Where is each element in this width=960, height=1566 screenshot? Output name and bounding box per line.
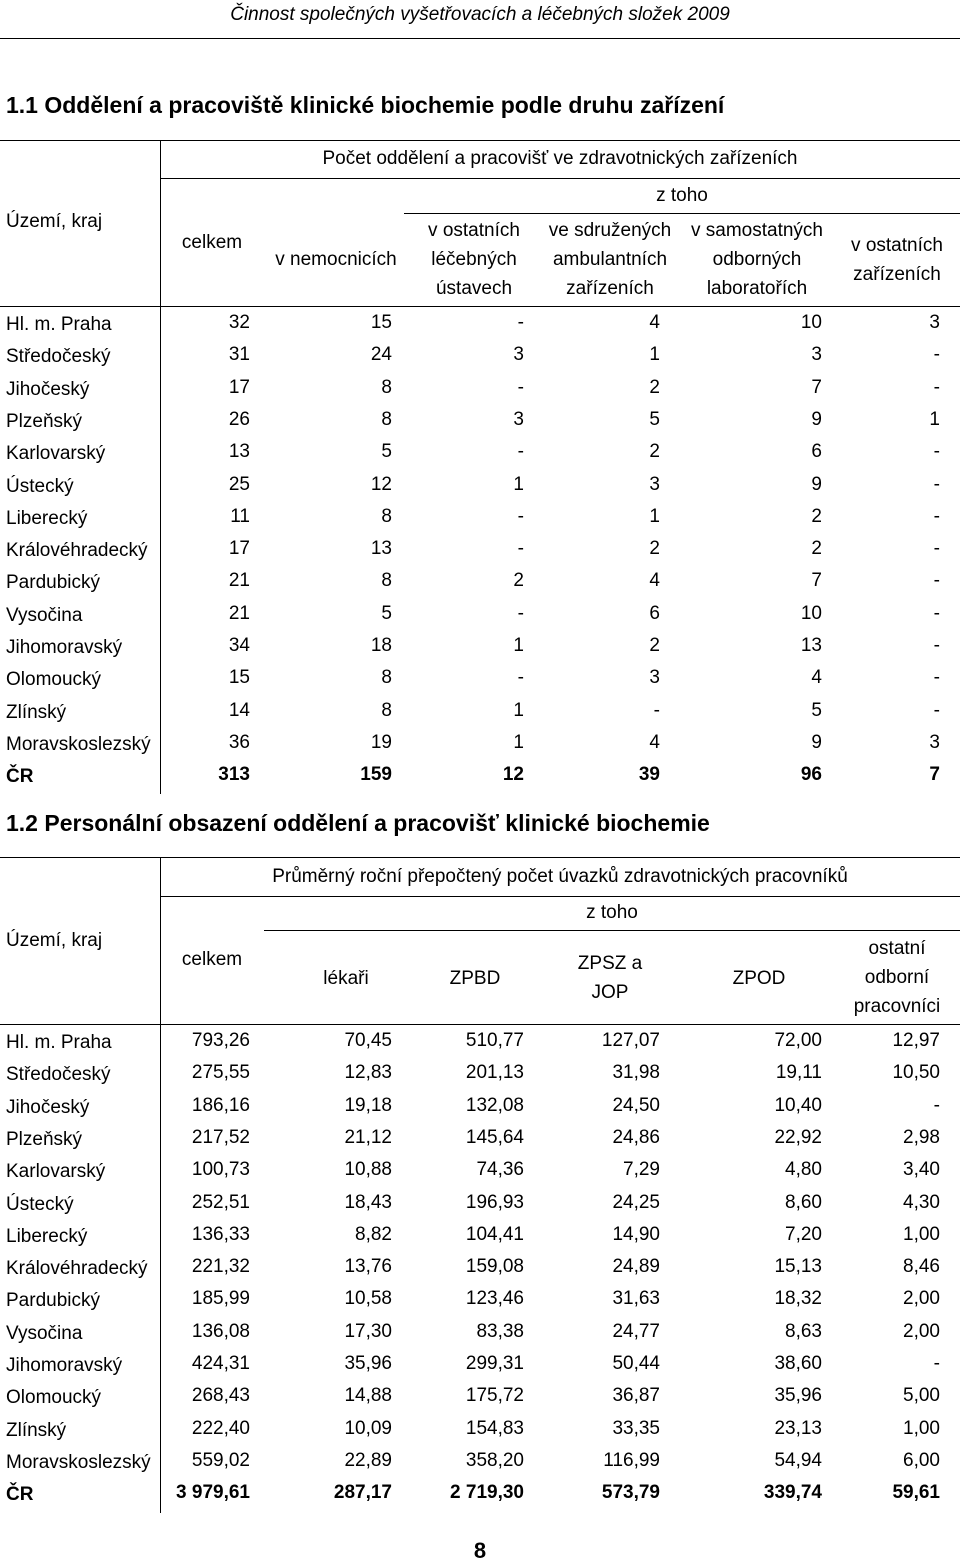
table-cell: 14 [228,699,250,721]
table-cell: 2 [649,538,660,560]
table2-col-zpsz: ZPSZ a JOP [577,953,643,1003]
table-cell: 50,44 [612,1353,660,1374]
region-name: Liberecký [6,1225,88,1247]
table-cell: 8 [381,699,392,721]
table-cell: 116,99 [603,1449,660,1471]
table-cell: - [933,441,940,463]
table-cell: 1 [513,699,524,721]
table-cell: 4,30 [903,1191,940,1213]
region-name: Hl. m. Praha [6,314,112,335]
region-name: Jihomoravský [6,637,123,658]
table-row [0,373,960,405]
table-cell: 2,98 [903,1126,940,1148]
table1-col-hospitals: v nemocnicích [275,249,397,270]
region-name: Královéhradecký [6,540,148,562]
region-name: Pardubický [6,1290,100,1312]
region-name: Liberecký [6,507,88,529]
table1-group-header: Počet oddělení a pracovišť ve zdravotnických zařízeních [322,148,798,169]
table-cell: 8 [381,570,392,592]
table-cell: 4 [811,667,822,689]
region-name: Karlovarský [6,443,106,465]
table1-col-other-institutes: v ostatních léčebných ústavech [428,220,520,299]
table-cell: 3 979,61 [176,1482,250,1504]
table-cell: 18,32 [774,1288,822,1310]
region-name: Pardubický [6,572,100,594]
table-cell: 3,40 [903,1159,940,1181]
table-row [0,696,960,728]
table-cell: 3 [513,408,524,430]
table-row [0,502,960,534]
table-row [0,1058,960,1090]
table-cell: 10,88 [344,1159,392,1181]
table-cell: - [933,602,940,624]
table-cell: - [517,441,524,463]
table-cell: 175,72 [465,1385,524,1407]
region-name: Jihomoravský [6,1355,123,1376]
table-cell: 123,46 [465,1288,524,1310]
table-cell: 8,63 [785,1320,822,1342]
table2-col-physicians: lékaři [323,968,369,989]
table-cell: 8,82 [355,1223,392,1245]
table-row [0,534,960,566]
table-cell: 22,89 [344,1449,392,1471]
table-cell: 1 [513,635,524,656]
table-cell: 24,25 [612,1191,660,1213]
table-cell: 36 [228,731,250,753]
region-name: Karlovarský [6,1161,106,1183]
table-cell: 17 [228,376,250,398]
table-cell: - [933,538,940,560]
table-row [0,663,960,695]
table-row [0,1155,960,1187]
table-cell: - [517,376,524,398]
page-number: 8 [473,1538,487,1563]
table-cell: - [517,667,524,689]
table2-group-rule [160,896,960,897]
region-name: ČR [6,1484,34,1506]
total-row [0,1478,960,1510]
region-name: ČR [6,766,34,788]
table-cell: 159 [360,764,392,786]
table-cell: 1,00 [903,1417,940,1439]
table-cell: 72,00 [774,1030,822,1051]
region-name: Moravskoslezský [6,733,151,755]
table-cell: 12 [502,764,524,786]
table-cell: 8 [381,505,392,527]
running-title: Činnost společných vyšetřovacích a léčebných složek 2009 [230,4,730,25]
table-row [0,1026,960,1058]
table-cell: 252,51 [191,1191,250,1213]
region-name: Plzeňský [6,410,83,432]
table-cell: 15,13 [774,1256,822,1278]
table-cell: 9 [811,473,822,495]
table-cell: 8 [381,376,392,398]
table-cell: 8 [381,408,392,430]
table-cell: 74,36 [476,1159,524,1181]
table1-col-other-facilities: v ostatních zařízeních [851,235,943,285]
table-cell: 6,00 [903,1449,940,1471]
table-cell: 22,92 [774,1126,822,1148]
table-cell: 54,94 [774,1449,822,1471]
region-name: Olomoucký [6,1387,102,1409]
table-cell: 9 [811,408,822,430]
table-cell: - [933,505,940,527]
table2-region-header: Území, kraj [6,930,103,951]
table-cell: 196,93 [465,1191,524,1213]
table-row [0,1188,960,1220]
table-cell: 287,17 [333,1482,392,1504]
table1-top-rule [0,140,960,141]
region-name: Ústecký [6,1193,74,1215]
table-row [0,437,960,469]
table-cell: 23,13 [774,1417,822,1439]
table-cell: 3 [811,344,822,366]
table-cell: 25 [228,473,250,495]
table-cell: 2 719,30 [450,1482,524,1504]
table-cell: 12,97 [892,1030,940,1051]
table-cell: 2 [649,635,660,656]
table-row [0,1414,960,1446]
region-name: Jihočeský [6,378,90,400]
table-cell: 96 [800,764,822,786]
table-cell: 2 [811,505,822,527]
region-name: Vysočina [6,1322,83,1344]
table-cell: 573,79 [601,1482,660,1504]
table-cell: 2 [811,538,822,560]
table-cell: 268,43 [191,1385,250,1407]
header-rule [0,38,960,39]
table-cell: 136,33 [191,1223,250,1245]
table-cell: 38,60 [774,1353,822,1374]
table-cell: 13 [228,441,250,463]
region-name: Jihočeský [6,1096,90,1118]
table-cell: 36,87 [612,1385,660,1407]
table-cell: - [517,602,524,624]
region-name: Královéhradecký [6,1258,148,1280]
table1-subgroup-rule [404,213,960,214]
table-cell: 3 [649,473,660,495]
table-cell: 19,18 [344,1094,392,1116]
table-cell: 24,50 [612,1094,660,1116]
table-cell: 26 [228,408,250,430]
table1-col-ambulatory: ve sdružených ambulantních zařízeních [548,220,672,299]
table-cell: 3 [649,667,660,689]
table-cell: 13,76 [344,1256,392,1278]
table-cell: 3 [929,731,940,753]
table-row [0,1317,960,1349]
table-cell: 2 [649,441,660,463]
table-cell: 299,31 [465,1353,524,1374]
table2-group-header: Průměrný roční přepočtený počet úvazků zdravotnických pracovníků [272,866,848,887]
table-cell: 34 [228,635,250,656]
table-cell: 7 [811,570,822,592]
table-cell: 6 [811,441,822,463]
table-cell: - [517,538,524,560]
region-name: Moravskoslezský [6,1451,151,1473]
region-name: Vysočina [6,604,83,626]
table-cell: 1 [513,473,524,495]
table-cell: 104,41 [465,1223,524,1245]
table-cell: 7 [929,764,940,786]
table-cell: 12 [370,473,392,495]
table-row [0,470,960,502]
table-row [0,566,960,598]
table-cell: 83,38 [476,1320,524,1342]
table-row [0,1252,960,1284]
table2-top-rule [0,857,960,858]
table-cell: 7 [811,376,822,398]
table-cell: 10,09 [344,1417,392,1439]
table-cell: 222,40 [191,1417,250,1439]
table-cell: 59,61 [892,1482,940,1504]
table2-col-zpbd: ZPBD [449,968,501,989]
table-cell: 24,89 [612,1256,660,1278]
region-name: Plzeňský [6,1128,83,1150]
table-cell: - [933,570,940,592]
table2-header-rule [0,1024,960,1025]
table-cell: 4,80 [785,1159,822,1181]
table-cell: 14,90 [612,1223,660,1245]
table-cell: 221,32 [191,1256,250,1278]
table-row [0,728,960,760]
table-cell: 275,55 [191,1062,250,1084]
table-cell: 136,08 [191,1320,250,1342]
table-row [0,1091,960,1123]
table-cell: 5,00 [903,1385,940,1407]
table-cell: 70,45 [344,1030,392,1051]
table-cell: 8,46 [903,1256,940,1278]
table-cell: 31,98 [612,1062,660,1084]
region-name: Hl. m. Praha [6,1032,112,1053]
table-cell: 2 [649,376,660,398]
table-cell: 13 [800,635,822,656]
table-cell: 132,08 [465,1094,524,1116]
table1-region-header: Území, kraj [6,211,103,232]
region-name: Ústecký [6,475,74,497]
table-cell: 7,29 [623,1159,660,1181]
table-cell: 7,20 [785,1223,822,1245]
table-cell: 31,63 [612,1288,660,1310]
table-cell: 35,96 [774,1385,822,1407]
table-cell: 19 [370,731,392,753]
table-cell: 11 [230,505,250,527]
region-name: Středočeský [6,346,111,368]
table-cell: - [933,667,940,689]
table-cell: 10,58 [344,1288,392,1310]
table-cell: 1 [649,505,660,527]
table-cell: - [933,635,940,656]
region-name: Středočeský [6,1064,111,1086]
region-name: Olomoucký [6,669,102,691]
table-cell: 159,08 [465,1256,524,1278]
table-cell: 17,30 [344,1320,392,1342]
table-cell: 31 [228,344,250,366]
table-cell: - [517,312,524,333]
table-cell: 21 [228,602,250,624]
table-cell: 10,50 [892,1062,940,1084]
table-cell: 39 [638,764,660,786]
table-row [0,1349,960,1381]
table-cell: 127,07 [601,1030,660,1051]
table-cell: 8,60 [785,1191,822,1213]
table-cell: 24,86 [612,1126,660,1148]
table2-col-other-professionals: ostatní odborní pracovníci [853,938,941,1017]
table-cell: 6 [649,602,660,624]
table-cell: - [933,1094,940,1116]
table-row [0,1446,960,1478]
table2-total-header: celkem [181,949,243,970]
table-cell: 2,00 [903,1288,940,1310]
table-cell: 1 [513,731,524,753]
table-cell: 4 [649,312,660,333]
table-cell: 10,40 [774,1094,822,1116]
table1-total-header: celkem [181,232,243,253]
table-cell: 18 [370,635,392,656]
region-name: Zlínský [6,701,67,723]
table-cell: 35,96 [344,1353,392,1374]
table-cell: 8 [381,667,392,689]
table-cell: 19,11 [775,1062,822,1084]
table-cell: 5 [381,441,392,463]
table-cell: 10 [800,602,822,624]
table-cell: - [653,699,660,721]
table-cell: 201,13 [465,1062,524,1084]
table-cell: 424,31 [191,1353,250,1374]
table-cell: 358,20 [465,1449,524,1471]
table-cell: - [933,473,940,495]
table-cell: 10 [800,312,822,333]
table1-subgroup-header: z toho [656,185,708,206]
table-cell: 154,83 [465,1417,524,1439]
table2-title: 1.2 Personální obsazení oddělení a pracovišť klinické biochemie [6,810,710,836]
table-cell: 1 [649,344,660,366]
region-name: Zlínský [6,1419,67,1441]
table-cell: 186,16 [191,1094,250,1116]
table-cell: 5 [811,699,822,721]
table2-subgroup-header: z toho [586,902,638,923]
table-cell: 15 [228,667,250,689]
table-row [0,631,960,663]
table-cell: 793,26 [191,1030,250,1051]
table-cell: - [933,376,940,398]
table-cell: 217,52 [191,1126,250,1148]
table-cell: 185,99 [191,1288,250,1310]
table-row [0,1123,960,1155]
table-cell: 14,88 [344,1385,392,1407]
table-cell: 313 [218,764,250,786]
table-cell: 100,73 [191,1159,250,1181]
table2-col-zpod: ZPOD [732,968,786,989]
table-cell: 559,02 [191,1449,250,1471]
table-row [0,405,960,437]
table-cell: 1 [929,408,940,430]
table-cell: 145,64 [465,1126,524,1148]
table-row [0,1381,960,1413]
table-row [0,308,960,340]
table-cell: 15 [370,312,392,333]
table-cell: 17 [228,538,250,560]
table-cell: - [517,505,524,527]
table-cell: 4 [649,570,660,592]
total-row [0,760,960,792]
table-cell: 4 [649,731,660,753]
table-cell: 12,83 [344,1062,392,1084]
table-cell: 18,43 [344,1191,392,1213]
table-row [0,1284,960,1316]
table-cell: 339,74 [763,1482,822,1504]
table-row [0,1220,960,1252]
table1-title: 1.1 Oddělení a pracoviště klinické biochemie podle druhu zařízení [6,92,725,118]
table-cell: 9 [811,731,822,753]
table-cell: 3 [929,312,940,333]
table-cell: 5 [649,408,660,430]
table-cell: 510,77 [465,1030,524,1051]
table-row [0,340,960,372]
table-cell: 13 [370,538,392,560]
table-cell: 24 [370,344,392,366]
table-cell: 21,12 [344,1126,392,1148]
table-cell: 32 [228,312,250,333]
table-cell: 21 [228,570,250,592]
table1-group-rule [160,178,960,179]
table-row [0,599,960,631]
table1-col-laboratories: v samostatných odborných laboratořích [691,220,823,299]
table-cell: - [933,699,940,721]
table-cell: - [933,1353,940,1374]
table-cell: 2,00 [903,1320,940,1342]
table1-header-rule [0,306,960,307]
table-cell: 33,35 [612,1417,660,1439]
table-cell: 1,00 [903,1223,940,1245]
table-cell: 3 [513,344,524,366]
table-cell: 5 [381,602,392,624]
table-cell: - [933,344,940,366]
table-cell: 2 [513,570,524,592]
table2-subgroup-rule [264,930,960,931]
table-cell: 24,77 [612,1320,660,1342]
